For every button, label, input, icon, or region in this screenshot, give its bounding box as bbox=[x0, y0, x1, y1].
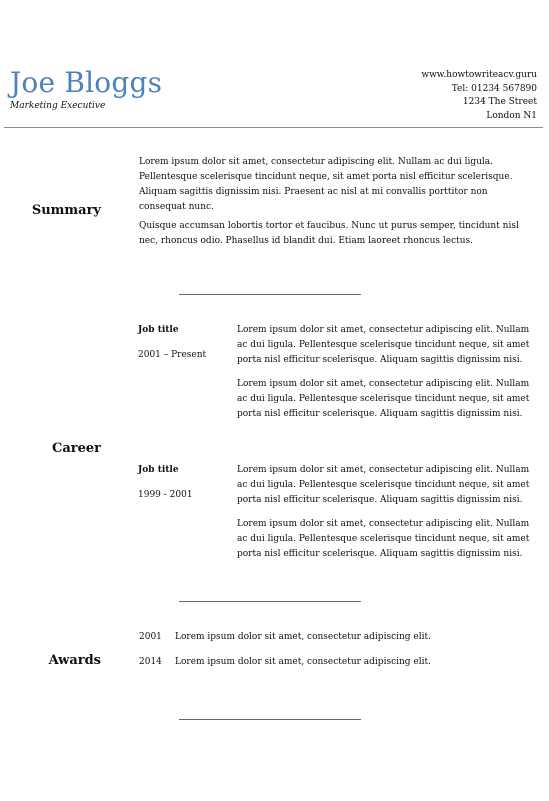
contact-website[interactable]: www.howtowriteacv.guru bbox=[421, 70, 537, 80]
job-1-dates: 2001 – Present bbox=[138, 350, 207, 360]
section-divider bbox=[179, 719, 361, 720]
candidate-role: Marketing Executive bbox=[10, 101, 106, 111]
candidate-name: Joe Bloggs bbox=[10, 66, 163, 99]
job-2-description bbox=[237, 463, 537, 562]
career-heading: Career bbox=[51, 441, 101, 456]
job-2-title: Job title bbox=[138, 465, 179, 475]
job-1-title: Job title bbox=[138, 325, 179, 335]
contact-phone: Tel: 01234 567890 bbox=[451, 83, 537, 94]
award-item bbox=[139, 632, 431, 642]
award-year: 2001 bbox=[139, 632, 162, 642]
summary-paragraph-1: Lorem ipsum dolor sit amet, consectetur adipiscing elit. Nullam ac dui ligula. Pellentesque scelerisque tincidunt neque, sit amet porta nisl efficitur scelerisque. Aliquam sagittis dignissim nisi. Praesent ac nisl at mi convallis porttitor non consequat nunc. bbox=[139, 157, 513, 212]
section-divider bbox=[179, 294, 361, 295]
contact-block bbox=[337, 69, 537, 123]
section-divider bbox=[179, 601, 361, 602]
job-2-dates: 1999 - 2001 bbox=[138, 490, 193, 500]
award-item bbox=[139, 657, 431, 667]
award-text: Lorem ipsum dolor sit amet, consectetur adipiscing elit. bbox=[175, 632, 431, 642]
contact-city: London N1 bbox=[486, 110, 537, 121]
award-text: Lorem ipsum dolor sit amet, consectetur adipiscing elit. bbox=[175, 657, 431, 667]
summary-paragraph-2: Quisque accumsan lobortis tortor et faucibus. Nunc ut purus semper, tincidunt nisl nec, rhoncus odio. Phasellus id blandit dui. Etiam laoreet rhoncus lectus. bbox=[139, 221, 519, 246]
summary-heading: Summary bbox=[31, 203, 101, 218]
header-divider bbox=[4, 127, 543, 128]
contact-street: 1234 The Street bbox=[462, 97, 537, 107]
summary-text bbox=[139, 155, 529, 249]
job-2-paragraph-1: Lorem ipsum dolor sit amet, consectetur adipiscing elit. Nullam ac dui ligula. Pellentesque scelerisque tincidunt neque, sit amet porta nisl efficitur scelerisque. Aliquam sagittis dignissim nisi. bbox=[237, 465, 530, 505]
job-2-paragraph-2: Lorem ipsum dolor sit amet, consectetur adipiscing elit. Nullam ac dui ligula. Pellentesque scelerisque tincidunt neque, sit amet porta nisl efficitur scelerisque. Aliquam sagittis dignissim nisi. bbox=[237, 519, 530, 559]
award-year: 2014 bbox=[139, 657, 162, 667]
job-1-paragraph-1: Lorem ipsum dolor sit amet, consectetur adipiscing elit. Nullam ac dui ligula. Pellentesque scelerisque tincidunt neque, sit amet porta nisl efficitur scelerisque. Aliquam sagittis dignissim nisi. bbox=[237, 325, 530, 365]
job-1-paragraph-2: Lorem ipsum dolor sit amet, consectetur adipiscing elit. Nullam ac dui ligula. Pellentesque scelerisque tincidunt neque, sit amet porta nisl efficitur scelerisque. Aliquam sagittis dignissim nisi. bbox=[237, 379, 530, 419]
job-1-description bbox=[237, 323, 537, 422]
awards-heading: Awards bbox=[48, 653, 101, 668]
